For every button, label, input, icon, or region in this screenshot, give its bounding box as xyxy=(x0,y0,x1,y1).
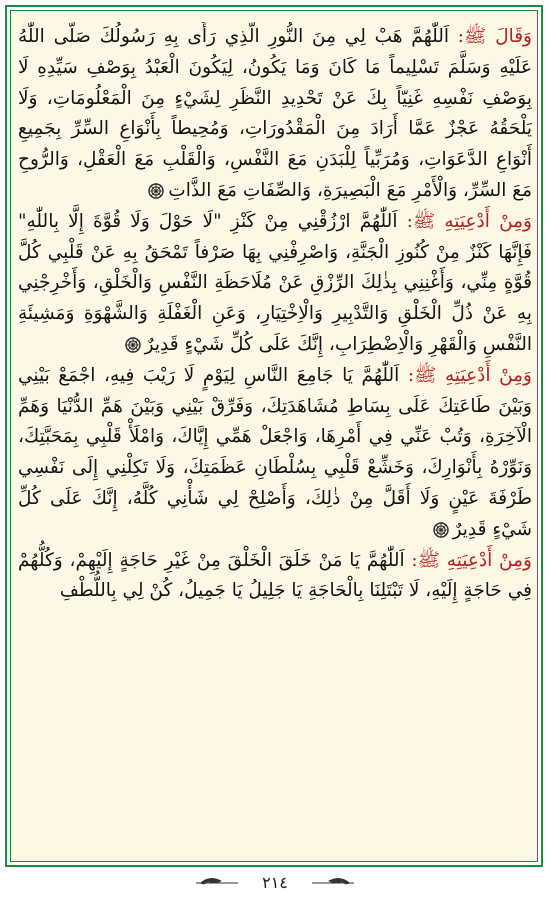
page-number: ٢١٤ xyxy=(262,873,288,892)
paragraph-2-lead: وَمِنْ أَدْعِيَتِهِ ﷺ: xyxy=(406,210,532,232)
paragraph-3-lead: وَمِنْ أَدْعِيَتِهِ ﷺ: xyxy=(407,364,532,386)
paragraph-3-text: اَللّٰهُمَّ يَا جَامِعَ النَّاسِ لِيَوْمٍ لَا رَيْبَ فِيهِ، اجْمَعْ بَيْنِي وَبَيْنَ طَاعَتِكَ عَلَى بِسَاطِ مُشَاهَدَتِكَ، وَفَرِّقْ بَيْنِي وَبَيْنَ هَمِّ الدُّنْيَا وَهَمِّ الْآخِرَةِ، وَتُبْ عَنِّي فِي أَمْرِهَا، وَاجْعَلْ هَمِّي إِيَّاكَ، وَامْلَأْ قَلْبِي بِمَحَبَّتِكَ، وَنَوِّرْهُ بِأَنْوَارِكَ، وَخَشِّعْ قَلْبِي بِسُلْطَانِ عَظَمَتِكَ، وَلَا تَكِلْنِي إِلَى نَفْسِي طَرْفَةَ عَيْنٍ وَلَا أَقَلَّ مِنْ ذٰلِكَ، وَأَصْلِحْ لِي شَأْنِي كُلَّهُ، إِنَّكَ عَلَى كُلِّ شَيْءٍ قَدِيرٌ xyxy=(18,364,532,540)
end-of-paragraph-ornament-icon xyxy=(125,337,141,353)
end-of-paragraph-ornament-icon xyxy=(433,522,449,538)
paragraph-2 xyxy=(18,207,532,361)
paragraph-4 xyxy=(18,546,532,608)
page-footer xyxy=(0,868,550,898)
text-body xyxy=(18,22,532,857)
paragraph-3 xyxy=(18,361,532,546)
end-of-paragraph-ornament-icon xyxy=(148,183,164,199)
paragraph-1-lead: وَقَالَ ﷺ: xyxy=(457,26,532,47)
paragraph-1 xyxy=(18,22,532,207)
paragraph-4-text: اَللّٰهُمَّ يَا مَنْ خَلَقَ الْخَلْقَ مِنْ غَيْرِ حَاجَةٍ إِلَيْهِمْ، وَكُلُّهُمْ فِي حَاجَةٍ إِلَيْهِ، لَا تَبْتَلِنَا بِالْحَاجَةِ يَا جَلِيلُ يَا جَمِيلُ، كُنْ لِي بِاللُّطْفِ xyxy=(18,549,532,602)
paragraph-2-text: اَللّٰهُمَّ ارْزُقْنِي مِنْ كَنْزِ "لَا حَوْلَ وَلَا قُوَّةَ إِلَّا بِاللّٰهِ" فَإِنَّهَا كَنْزٌ مِنْ كُنُوزِ الْجَنَّةِ، وَاصْرِفْنِي بِهَا صَرْفاً تَمْحَقُ بِهِ عَنْ قَلْبِي كُلَّ قُوَّةٍ مِنِّي، وَأَغْنِنِي بِذٰلِكَ الرِّزْقِ عَنْ مُلَاحَظَةِ النَّفْسِ وَالْخَلْقِ، وَأَخْرِجْنِي بِهِ عَنْ ذُلِّ الْخَلْقِ وَالتَّدْبِيرِ وَالْاِخْتِيَارِ، وَعَنِ الْغَفْلَةِ وَالشَّهْوَةِ وَمَشِيئَةِ النَّفْسِ وَالْقَهْرِ وَالْاِضْطِرَابِ، إِنَّكَ عَلَى كُلِّ شَيْءٍ قَدِيرٌ xyxy=(18,210,532,355)
paragraph-1-text: اَللّٰهُمَّ هَبْ لِي مِنَ النُّورِ الَّذِي رَأَى بِهِ رَسُولُكَ صَلَّى اللّٰهُ عَلَيْهِ وَسَلَّمَ تَسْلِيماً مَا كَانَ وَمَا يَكُونُ، لِيَكُونَ الْعَبْدُ بِوَصْفِ سَيِّدِهِ لَا بِوَصْفِ نَفْسِهِ غَنِيّاً بِكَ عَنْ تَحْدِيدِ النَّظَرِ لِشَيْءٍ مِنَ الْمَعْلُومَاتِ، وَلَا يَلْحَقُهُ عَجْزٌ عَمَّا أَرَادَ مِنَ الْمَقْدُورَاتِ، وَمُحِيطاً بِأَنْوَاعِ السِّرِّ بِجَمِيعِ أَنْوَاعِ الدَّعَوَاتِ، وَمُرَبِّياً لِلْبَدَنِ مَعَ النَّفْسِ، وَالْقَلْبِ مَعَ الْعَقْلِ، وَالرُّوحِ مَعَ السِّرِّ، وَالْأَمْرِ مَعَ الْبَصِيرَةِ، وَالصِّفَاتِ مَعَ الذَّاتِ xyxy=(18,26,532,201)
paragraph-4-lead: وَمِنْ أَدْعِيَتِهِ ﷺ: xyxy=(411,549,532,571)
